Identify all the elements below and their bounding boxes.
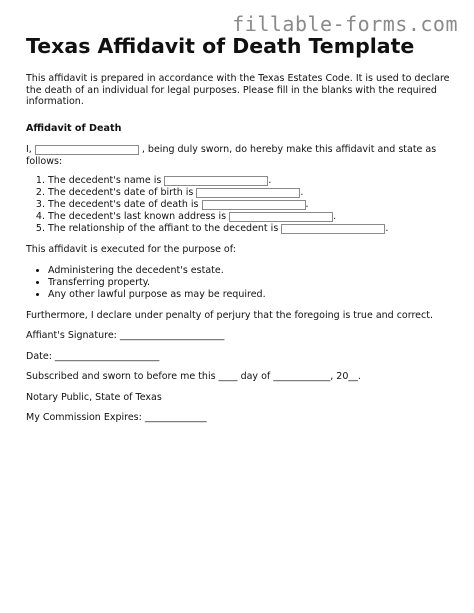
notary-line: Notary Public, State of Texas	[26, 391, 162, 403]
purpose-item: • Transferring property.	[48, 277, 456, 289]
statement-item-date-of-death: 3. The decedent's date of death is .	[48, 199, 456, 211]
intro-paragraph: This affidavit is prepared in accordance with the Texas Estates Code. It is used to declare the death of an individual for legal purposes. Please fill in the blanks with the required information.	[26, 73, 450, 107]
statement-item-date-of-birth: 2. The decedent's date of birth is .	[48, 187, 456, 199]
commission-line: My Commission Expires: _____________	[26, 412, 207, 423]
document-page	[26, 34, 456, 424]
purpose-item: • Any other lawful purpose as may be required.	[48, 289, 456, 301]
purpose-intro: This affidavit is executed for the purpose of:	[26, 244, 236, 255]
affirmation-suffix: , being duly sworn, do hereby make this affidavit and state as follows:	[26, 144, 437, 167]
date-of-birth-field[interactable]	[196, 188, 300, 198]
statement-label: The decedent's date of death is	[48, 199, 199, 210]
page-title: Texas Affidavit of Death Template	[26, 34, 415, 58]
affiant-name-field[interactable]	[35, 145, 139, 155]
date-line: Date: ______________________	[26, 350, 160, 362]
relationship-field[interactable]	[281, 224, 385, 234]
statement-item-relationship: 5. The relationship of the affiant to the decedent is .	[48, 223, 456, 235]
subscribed-line: Subscribed and sworn to before me this ____ day of ____________, 20__.	[26, 371, 361, 382]
affirmation-paragraph	[26, 144, 456, 167]
affirmation-prefix: I,	[26, 144, 32, 155]
affiant-signature-line: Affiant's Signature: ______________________	[26, 330, 225, 341]
statement-label: The decedent's name is	[48, 175, 162, 186]
statement-item-last-address: 4. The decedent's last known address is .	[48, 211, 456, 223]
decedent-name-field[interactable]	[164, 176, 268, 186]
statement-label: The relationship of the affiant to the decedent is	[48, 223, 279, 234]
closing-statement: Furthermore, I declare under penalty of perjury that the foregoing is true and correct.	[26, 309, 433, 321]
statement-item-decedent-name: 1. The decedent's name is .	[48, 175, 456, 187]
purpose-item: • Administering the decedent's estate.	[48, 265, 456, 277]
date-of-death-field[interactable]	[202, 200, 306, 210]
purpose-list	[26, 265, 456, 301]
statement-label: The decedent's date of birth is	[48, 187, 194, 198]
statement-list	[26, 175, 456, 235]
watermark: fillable-forms.com	[232, 12, 458, 36]
section-heading: Affidavit of Death	[26, 122, 122, 134]
statement-label: The decedent's last known address is	[48, 211, 227, 222]
last-address-field[interactable]	[229, 212, 333, 222]
